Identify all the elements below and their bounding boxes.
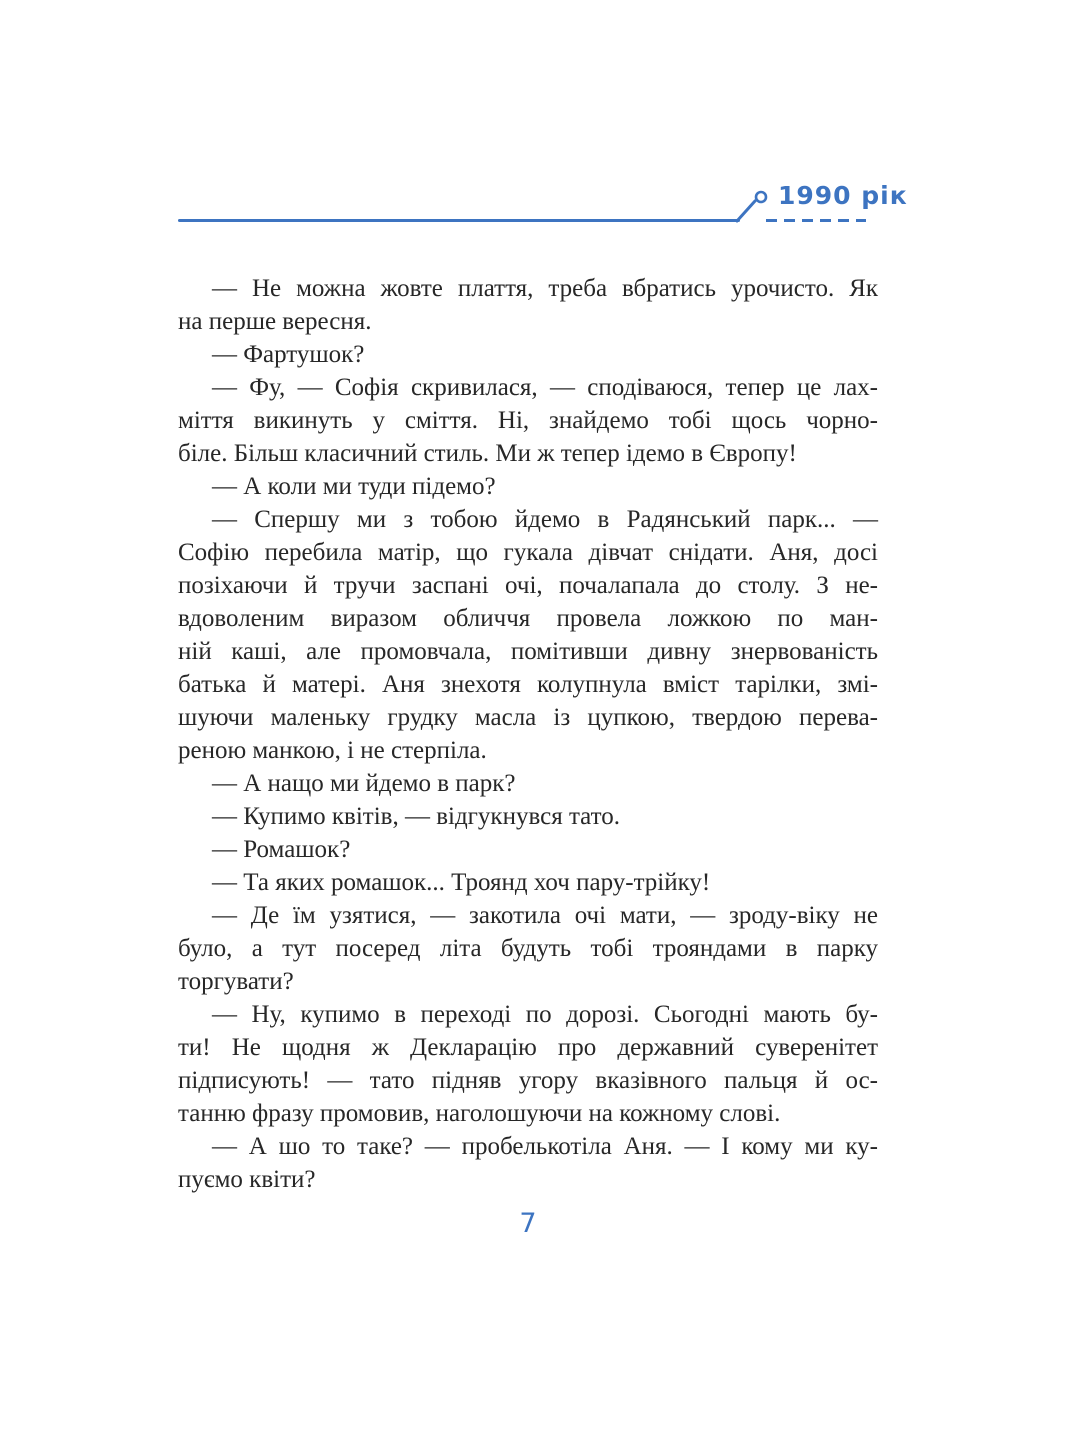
- text-line: позіхаючи й тручи заспані очі, почалапала до столу. З не-: [178, 572, 878, 599]
- page-number: 7: [519, 1208, 537, 1239]
- text-line: — А шо то таке? — пробелькотіла Аня. — І кому ми ку-: [212, 1133, 878, 1160]
- text-line: міття викинуть у сміття. Ні, знайдемо тобі щось чорно-: [178, 407, 878, 434]
- text-line: — Фартушок?: [212, 341, 365, 368]
- page-text: [178, 272, 878, 1196]
- header-rule-line: [178, 219, 740, 222]
- text-line: — Купимо квітів, — відгукнувся тато.: [212, 803, 620, 830]
- text-line: — А коли ми туди підемо?: [212, 473, 496, 500]
- text-line: — Та яких ромашок... Троянд хоч пару-трійку!: [212, 869, 711, 896]
- text-line: біле. Більш класичний стиль. Ми ж тепер ідемо в Європу!: [178, 440, 797, 467]
- text-line: було, а тут посеред літа будуть тобі трояндами в парку: [178, 935, 878, 962]
- text-line: танню фразу промовив, наголошуючи на кожному слові.: [178, 1100, 781, 1127]
- text-line: підписують! — тато підняв угору вказівного пальця й ос-: [178, 1067, 878, 1094]
- text-line: ній каші, але промовчала, помітивши дивну знервованість: [178, 638, 878, 665]
- year-label: 1990 рік: [778, 181, 908, 210]
- text-line: — Спершу ми з тобою йдемо в Радянський парк... —: [212, 506, 878, 533]
- text-line: торгувати?: [178, 968, 294, 995]
- text-line: — Фу, — Софія скривилася, — сподіваюся, тепер це лах-: [212, 374, 878, 401]
- text-line: вдоволеним виразом обличчя провела ложкою по ман-: [178, 605, 878, 632]
- text-line: шуючи маленьку грудку масла із цупкою, твердою перева-: [178, 704, 878, 731]
- text-line: ти! Не щодня ж Декларацію про державний суверенітет: [178, 1034, 878, 1061]
- text-line: батька й матері. Аня знехотя колупнула вміст тарілки, змі-: [178, 671, 878, 698]
- text-line: реною манкою, і не стерпіла.: [178, 737, 487, 764]
- text-line: — Ну, купимо в переході по дорозі. Сьогодні мають бу-: [212, 1001, 878, 1028]
- year-dashed-underline: [766, 219, 866, 222]
- text-line: — Ромашок?: [212, 836, 351, 863]
- text-line: — А нащо ми йдемо в парк?: [212, 770, 516, 797]
- text-line: — Не можна жовте плаття, треба вбратись урочисто. Як: [212, 275, 878, 302]
- text-line: пуємо квіти?: [178, 1166, 316, 1193]
- text-line: — Де їм узятися, — закотила очі мати, — зроду-віку не: [212, 902, 878, 929]
- text-line: на перше вересня.: [178, 308, 372, 335]
- text-line: Софію перебила матір, що гукала дівчат снідати. Аня, досі: [178, 539, 878, 566]
